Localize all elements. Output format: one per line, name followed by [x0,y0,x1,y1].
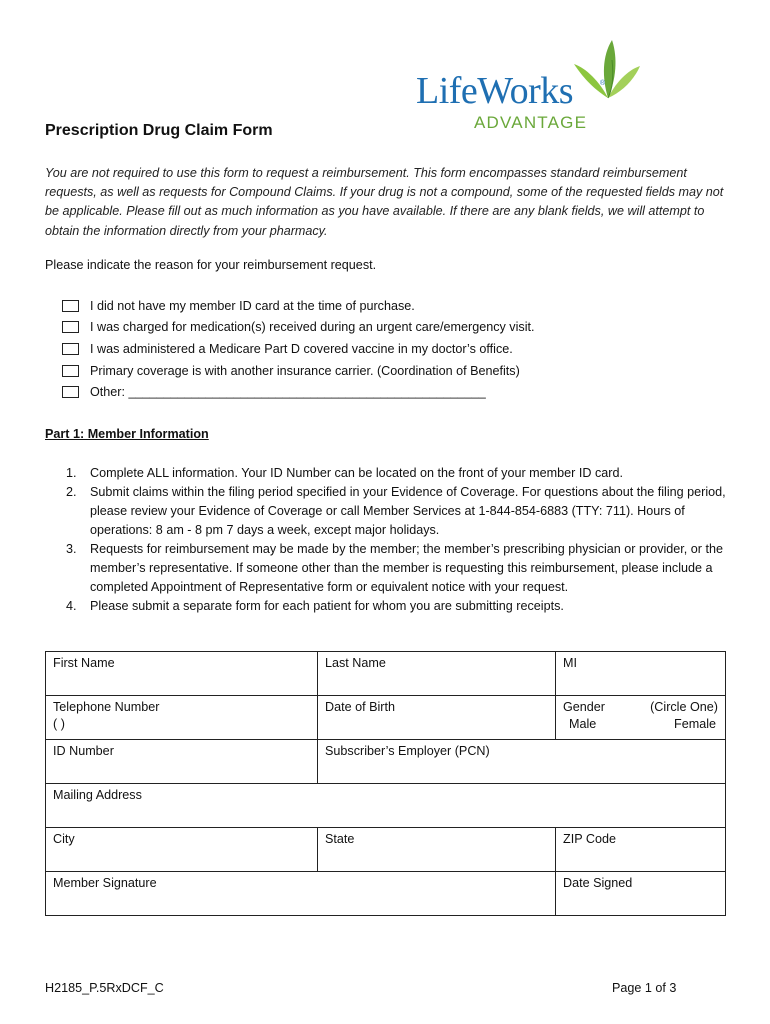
reason-option-vaccine[interactable] [62,338,535,360]
telephone-field[interactable]: Telephone Number ( ) [46,696,318,740]
part1-heading: Part 1: Member Information [45,427,209,441]
reason-option-coordination[interactable] [62,360,535,382]
reason-option-no-id-card[interactable] [62,295,535,317]
checkbox[interactable] [62,321,79,333]
gender-female-option[interactable]: Female [674,717,716,731]
last-name-field[interactable]: Last Name [318,652,556,696]
id-number-field[interactable]: ID Number [46,740,318,784]
gender-male-option[interactable]: Male [569,717,597,731]
page-number: Page 1 of 3 [612,981,677,995]
mi-field[interactable]: MI [556,652,726,696]
registered-mark: ® [600,80,606,87]
telephone-area-code: ( ) [53,717,65,731]
dob-field[interactable]: Date of Birth [318,696,556,740]
first-name-field[interactable]: First Name [46,652,318,696]
logo-wordmark: LifeWorks [416,70,574,112]
reason-checkbox-list [62,295,535,403]
signature-field[interactable]: Member Signature [46,872,556,916]
reason-label: I did not have my member ID card at the time of purchase. [90,298,415,313]
reason-prompt: Please indicate the reason for your reimbursement request. [45,258,377,272]
instruction-item: 2. Submit claims within the filing period specified in your Evidence of Coverage. For questions about the filing period, please review your Evidence of Coverage or call Member Services at 1-844-854-6883 (TTY: 711). Hours of operations: 8 am - 8 pm 7 days a week, except major holidays. [66,485,726,537]
leaves-icon [572,38,642,104]
zip-field[interactable]: ZIP Code [556,828,726,872]
reason-label: I was administered a Medicare Part D covered vaccine in my doctor’s office. [90,341,513,356]
instruction-list [66,464,726,616]
instruction-item: 1. Complete ALL information. Your ID Number can be located on the front of your member ID card. [66,466,623,480]
lifeworks-logo [414,42,644,134]
form-code: H2185_P.5RxDCF_C [45,981,164,995]
city-field[interactable]: City [46,828,318,872]
checkbox[interactable] [62,300,79,312]
instruction-item: 3. Requests for reimbursement may be made by the member; the member’s prescribing physician or provider, or the member’s representative. If someone other than the member is requesting this reimbursement, please include a completed Appointment of Representative form or equivalent notice with your request. [66,542,724,594]
state-field[interactable]: State [318,828,556,872]
reason-label: Primary coverage is with another insurance carrier. (Coordination of Benefits) [90,363,520,378]
gender-field[interactable]: Gender (Circle One) Male Female [556,696,726,740]
mailing-address-field[interactable]: Mailing Address [46,784,726,828]
date-signed-field[interactable]: Date Signed [556,872,726,916]
form-title: Prescription Drug Claim Form [45,122,273,139]
reason-label: I was charged for medication(s) received during an urgent care/emergency visit. [90,320,535,335]
logo-subtitle: ADVANTAGE [474,113,588,132]
intro-paragraph: You are not required to use this form to request a reimbursement. This form encompasses standard reimbursement requests, as well as requests for Compound Claims. If your drug is not a compound, some of the requested fields may not be applicable. Please fill out as much information as you have available. If there are any blank fields, we will attempt to obtain the information directly from your pharmacy. [45,166,724,238]
instruction-item: 4. Please submit a separate form for each patient for whom you are submitting receipts. [66,599,564,613]
employer-field[interactable]: Subscriber’s Employer (PCN) [318,740,726,784]
checkbox[interactable] [62,386,79,398]
checkbox[interactable] [62,343,79,355]
reason-label: Other: ___________________________________________________ [90,385,486,400]
checkbox[interactable] [62,365,79,377]
reason-option-other[interactable] [62,381,535,403]
member-info-table [45,651,726,916]
reason-option-urgent-care[interactable] [62,317,535,339]
